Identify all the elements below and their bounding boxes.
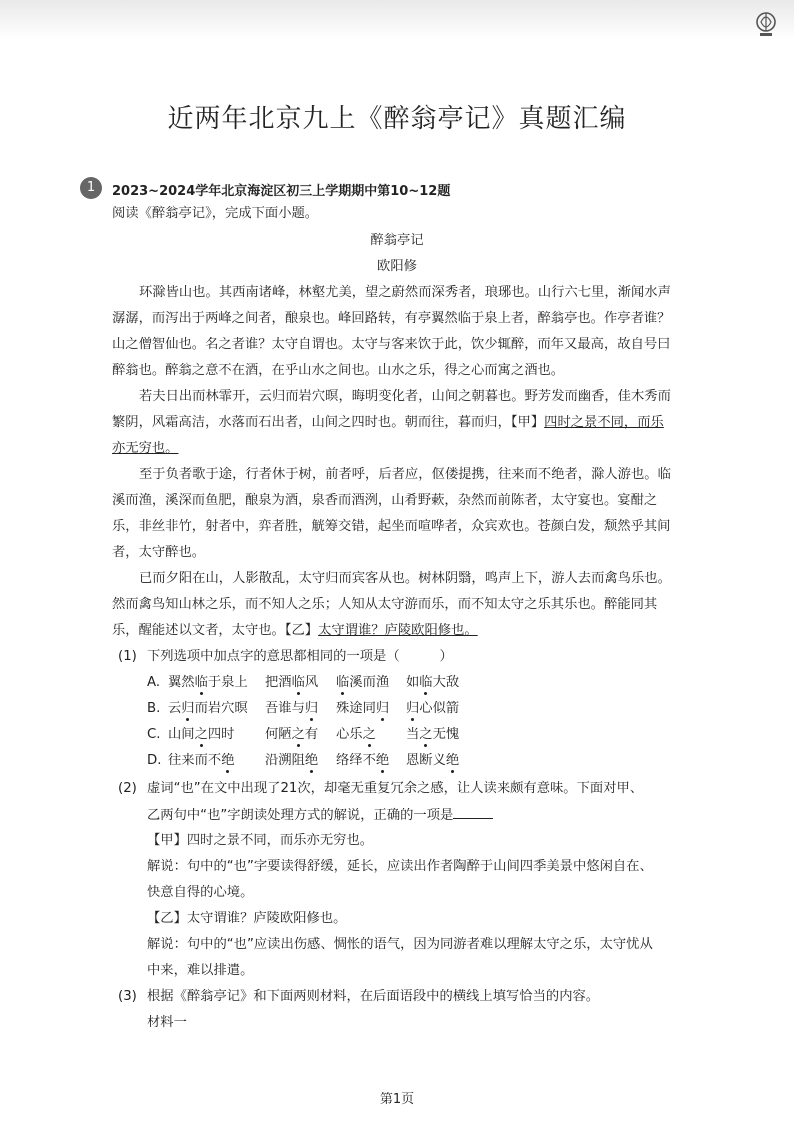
option-d-item: 恩断义绝 [406, 753, 460, 768]
option-c-item: 当之无愧 [406, 727, 460, 742]
passage-line: 山之僧智仙也。名之者谁？太守自谓也。太守与客来饮于此，饮少辄醉，而年又最高，故自号曰 [112, 337, 671, 352]
option-a-item: 把酒临风 [265, 675, 319, 690]
q2-stem-line [147, 806, 493, 825]
q2-stem-text: 乙两句中“也”字朗读处理方式的解说，正确的一项是 [147, 808, 454, 823]
q3-stem: 根据《醉翁亭记》和下面两则材料，在后面语段中的横线上填写恰当的内容。 [147, 989, 600, 1004]
passage-line: 至于负者歌于途，行者休于树，前者呼，后者应，伛偻提携，往来而不绝者，滁人游也。临 [139, 467, 671, 482]
option-b-item: 吾谁与归 [265, 701, 319, 716]
answer-blank[interactable] [453, 806, 493, 819]
passage-line: 乐，非丝非竹，射者中，弈者胜，觥筹交错，起坐而喧哗者，众宾欢也。苍颜白发，颓然乎其间 [112, 519, 671, 534]
question-number-badge: 1 [80, 177, 102, 199]
passage-text: 繁阴，风霜高洁，水落而石出者，山间之四时也。朝而往，暮而归，【甲】 [112, 415, 545, 430]
option-c-item: 山间之四时 [168, 727, 235, 742]
page-number: 第1页 [379, 1092, 415, 1107]
option-c-label: C. [147, 727, 161, 742]
option-c-item: 心乐之 [336, 727, 376, 742]
passage-line [112, 622, 478, 640]
option-b-item: 归心似箭 [406, 701, 460, 716]
option-b-item: 云归而岩穴暝 [168, 701, 248, 716]
q2-number: (2) [118, 781, 137, 796]
q2-explanation: 快意自得的心境。 [147, 885, 254, 900]
q2-sentence-yi: 【乙】太守谓谁？庐陵欧阳修也。 [147, 911, 347, 926]
option-d-item: 往来而不绝 [168, 753, 235, 768]
passage-line: 溪而渔，溪深而鱼肥，酿泉为酒，泉香而酒洌，山肴野蔌，杂然而前陈者，太守宴也。宴酣之 [112, 493, 658, 508]
passage-line: 若夫日出而林霏开，云归而岩穴暝，晦明变化者，山间之朝暮也。野芳发而幽香，佳木秀而 [139, 389, 671, 404]
underlined-sentence-jia: 四时之景不同，而乐 [544, 415, 664, 430]
q3-material-label: 材料一 [147, 1015, 187, 1030]
q1-stem: 下列选项中加点字的意思都相同的一项是（ ） [147, 649, 453, 664]
text-author: 欧阳修 [377, 259, 417, 274]
option-b-item: 殊途同归 [336, 701, 390, 716]
option-d-label: D. [147, 753, 162, 768]
passage-line: 者，太守醉也。 [112, 545, 206, 560]
instruction: 阅读《醉翁亭记》，完成下面小题。 [112, 206, 319, 221]
q2-explanation: 中来，难以排遣。 [147, 963, 254, 978]
option-b-label: B. [147, 701, 161, 716]
option-d-item: 络绎不绝 [336, 753, 390, 768]
publisher-logo-icon [752, 10, 780, 38]
underlined-sentence-yi: 太守谓谁？庐陵欧阳修也。 [318, 623, 478, 638]
passage-line: 然而禽鸟知山林之乐，而不知人之乐；人知从太守游而乐，而不知太守之乐其乐也。醉能同其 [112, 597, 658, 612]
q2-explanation: 解说：句中的“也”字要读得舒缓，延长，应读出作者陶醉于山间四季美景中悠闲自在、 [147, 859, 653, 874]
q2-sentence-jia: 【甲】四时之景不同，而乐亦无穷也。 [147, 833, 374, 848]
option-a-item: 临溪而渔 [336, 675, 390, 690]
passage-line: 醉翁也。醉翁之意不在酒，在乎山水之间也。山水之乐，得之心而寓之酒也。 [112, 363, 565, 378]
underlined-sentence-jia-cont: 亦无穷也。 [112, 441, 179, 456]
passage-text: 乐，醒能述以文者，太守也。【乙】 [112, 623, 319, 638]
option-a-item: 如临大敌 [406, 675, 460, 690]
q2-stem-line: 虚词“也”在文中出现了21次，却毫无重复冗余之感，让人读来颇有意味。下面对甲、 [147, 781, 644, 796]
passage-line: 环滁皆山也。其西南诸峰，林壑尤美，望之蔚然而深秀者，琅琊也。山行六七里，渐闻水声 [139, 285, 671, 300]
option-a-item: 翼然临于泉上 [168, 675, 248, 690]
page-top-shade [0, 0, 794, 40]
passage-line: 已而夕阳在山，人影散乱，太守归而宾客从也。树林阴翳，鸣声上下，游人去而禽鸟乐也。 [139, 571, 671, 586]
option-d-item: 沿溯阻绝 [265, 753, 319, 768]
option-c-item: 何陋之有 [265, 727, 319, 742]
page-title: 近两年北京九上《醉翁亭记》真题汇编 [167, 104, 627, 134]
q1-number: (1) [118, 649, 137, 664]
question-source: 2023~2024学年北京海淀区初三上学期期中第10~12题 [112, 184, 451, 199]
text-title: 醉翁亭记 [370, 233, 424, 248]
option-a-label: A. [147, 675, 161, 690]
q3-number: (3) [118, 989, 137, 1004]
q2-explanation: 解说：句中的“也”应读出伤感、惆怅的语气，因为同游者难以理解太守之乐，太守忧从 [147, 937, 653, 952]
passage-line [112, 414, 664, 432]
passage-line: 潺潺，而泻出于两峰之间者，酿泉也。峰回路转，有亭翼然临于泉上者，醉翁亭也。作亭者谁？ [112, 311, 671, 326]
